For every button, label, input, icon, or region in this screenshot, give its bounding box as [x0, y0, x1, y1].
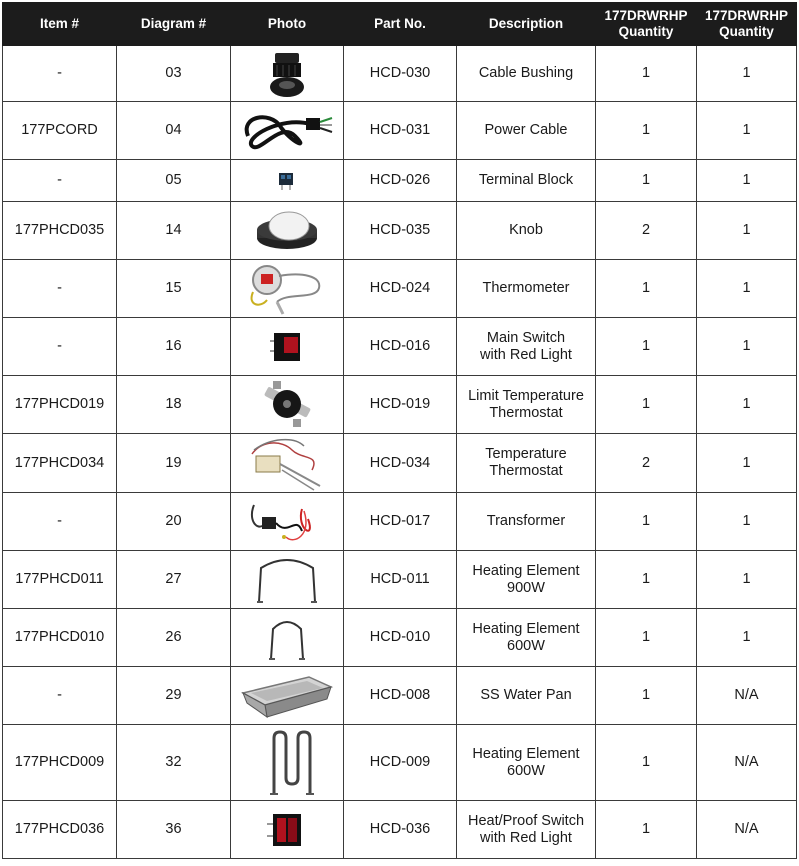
- table-row: [3, 801, 797, 859]
- header-part-no: Part No.: [344, 3, 457, 46]
- quantity-b-cell: 1: [697, 434, 797, 493]
- description-line: Power Cable: [484, 122, 568, 138]
- quantity-b-cell: 1: [697, 260, 797, 318]
- diagram-cell: 36: [117, 801, 231, 859]
- photo-cell: [231, 434, 344, 493]
- header-item: Item #: [3, 3, 117, 46]
- description-cell: [457, 202, 596, 260]
- description-line: with Red Light: [480, 346, 572, 363]
- description-line: Heating Element: [472, 620, 580, 637]
- item-cell: 177PHCD035: [3, 202, 117, 260]
- part-no-cell: HCD-009: [344, 725, 457, 801]
- item-cell: -: [3, 260, 117, 318]
- quantity-b-cell: 1: [697, 376, 797, 434]
- description-line: Limit Temperature: [468, 387, 584, 404]
- description-line: Temperature: [485, 446, 567, 462]
- diagram-cell: 03: [117, 46, 231, 102]
- header-quantity-b-label: Quantity: [719, 24, 774, 39]
- description-line: Cable Bushing: [478, 65, 574, 81]
- photo-cell: [231, 202, 344, 260]
- part-no-cell: HCD-010: [344, 609, 457, 667]
- description-cell: [457, 260, 596, 318]
- header-quantity-a-label: Quantity: [618, 24, 674, 39]
- diagram-cell: 04: [117, 102, 231, 160]
- quantity-a-cell: 1: [596, 46, 697, 102]
- photo-cell: [231, 609, 344, 667]
- quantity-a-cell: 1: [596, 801, 697, 859]
- quantity-a-cell: 1: [596, 609, 697, 667]
- photo-cell: [231, 46, 344, 102]
- photo-cell: [231, 725, 344, 801]
- photo-cell: [231, 801, 344, 859]
- photo-cell: [231, 160, 344, 202]
- item-cell: -: [3, 160, 117, 202]
- quantity-a-cell: 1: [596, 667, 697, 725]
- description-cell: [457, 46, 596, 102]
- power-cable-photo: [235, 106, 339, 156]
- photo-cell: [231, 551, 344, 609]
- description-line: 600W: [507, 637, 545, 654]
- part-no-cell: HCD-030: [344, 46, 457, 102]
- quantity-a-cell: 1: [596, 493, 697, 551]
- item-cell: 177PCORD: [3, 102, 117, 160]
- item-cell: -: [3, 318, 117, 376]
- transformer-photo: [235, 495, 339, 549]
- part-no-cell: HCD-011: [344, 551, 457, 609]
- table-row: [3, 260, 797, 318]
- quantity-b-cell: 1: [697, 102, 797, 160]
- photo-cell: [231, 102, 344, 160]
- table-row: [3, 609, 797, 667]
- description-cell: [457, 160, 596, 202]
- limit-thermostat-photo: [235, 379, 339, 431]
- quantity-b-cell: 1: [697, 493, 797, 551]
- description-line: Heating Element: [472, 562, 580, 579]
- description-line: Knob: [509, 222, 543, 238]
- header-quantity-a: [596, 3, 697, 46]
- item-cell: 177PHCD034: [3, 434, 117, 493]
- description-line: Transformer: [486, 513, 566, 529]
- table-row: [3, 551, 797, 609]
- diagram-cell: 16: [117, 318, 231, 376]
- heating-element-600w-photo: [235, 613, 339, 663]
- main-switch-photo: [235, 327, 339, 367]
- description-cell: [457, 493, 596, 551]
- quantity-b-cell: 1: [697, 160, 797, 202]
- header-quantity-a-model: 177DRWRHP: [604, 8, 688, 23]
- description-cell: [457, 667, 596, 725]
- part-no-cell: HCD-019: [344, 376, 457, 434]
- part-no-cell: HCD-031: [344, 102, 457, 160]
- diagram-cell: 26: [117, 609, 231, 667]
- quantity-b-cell: 1: [697, 202, 797, 260]
- table-row: [3, 725, 797, 801]
- description-line: SS Water Pan: [480, 687, 572, 703]
- terminal-block-photo: [235, 169, 339, 193]
- quantity-b-cell: 1: [697, 551, 797, 609]
- quantity-a-cell: 1: [596, 260, 697, 318]
- cable-bushing-photo: [235, 49, 339, 99]
- part-no-cell: HCD-036: [344, 801, 457, 859]
- description-line: 900W: [507, 579, 545, 596]
- description-cell: [457, 801, 596, 859]
- knob-photo: [235, 208, 339, 254]
- quantity-a-cell: 1: [596, 318, 697, 376]
- temperature-thermostat-photo: [235, 434, 339, 492]
- table-row: [3, 46, 797, 102]
- table-row: [3, 493, 797, 551]
- diagram-cell: 05: [117, 160, 231, 202]
- description-line: Terminal Block: [478, 172, 574, 188]
- diagram-cell: 15: [117, 260, 231, 318]
- table-row: [3, 318, 797, 376]
- heating-element-900w-photo: [235, 554, 339, 606]
- table-row: [3, 102, 797, 160]
- table-row: [3, 160, 797, 202]
- table-row: [3, 202, 797, 260]
- description-cell: [457, 551, 596, 609]
- header-photo: Photo: [231, 3, 344, 46]
- table-header-row: [3, 3, 797, 46]
- quantity-a-cell: 1: [596, 376, 697, 434]
- part-no-cell: HCD-017: [344, 493, 457, 551]
- description-line: Thermostat: [489, 463, 563, 479]
- item-cell: 177PHCD019: [3, 376, 117, 434]
- description-line: Heat/Proof Switch: [467, 812, 585, 829]
- quantity-a-cell: 1: [596, 102, 697, 160]
- table-row: [3, 434, 797, 493]
- photo-cell: [231, 376, 344, 434]
- description-cell: [457, 434, 596, 493]
- quantity-a-cell: 1: [596, 160, 697, 202]
- quantity-a-cell: 2: [596, 434, 697, 493]
- water-pan-photo: [235, 673, 339, 719]
- part-no-cell: HCD-034: [344, 434, 457, 493]
- diagram-cell: 18: [117, 376, 231, 434]
- quantity-b-cell: N/A: [697, 667, 797, 725]
- table-row: [3, 667, 797, 725]
- quantity-a-cell: 2: [596, 202, 697, 260]
- quantity-b-cell: 1: [697, 318, 797, 376]
- thermometer-photo: [235, 262, 339, 316]
- heating-element-coil-photo: [235, 728, 339, 798]
- photo-cell: [231, 493, 344, 551]
- photo-cell: [231, 318, 344, 376]
- header-quantity-b-model: 177DRWRHP: [704, 8, 789, 23]
- quantity-b-cell: 1: [697, 609, 797, 667]
- part-no-cell: HCD-016: [344, 318, 457, 376]
- item-cell: -: [3, 667, 117, 725]
- photo-cell: [231, 667, 344, 725]
- item-cell: 177PHCD011: [3, 551, 117, 609]
- item-cell: -: [3, 493, 117, 551]
- photo-cell: [231, 260, 344, 318]
- quantity-b-cell: N/A: [697, 725, 797, 801]
- heat-proof-switch-photo: [235, 808, 339, 852]
- description-cell: [457, 609, 596, 667]
- item-cell: 177PHCD009: [3, 725, 117, 801]
- description-line: with Red Light: [480, 829, 572, 846]
- description-line: Thermometer: [482, 280, 570, 296]
- table-row: [3, 376, 797, 434]
- description-line: Main Switch: [486, 329, 566, 346]
- item-cell: 177PHCD010: [3, 609, 117, 667]
- description-line: Thermostat: [489, 404, 563, 421]
- description-cell: [457, 376, 596, 434]
- description-line: 600W: [507, 762, 545, 779]
- diagram-cell: 19: [117, 434, 231, 493]
- description-line: Heating Element: [472, 745, 580, 762]
- part-no-cell: HCD-024: [344, 260, 457, 318]
- quantity-b-cell: N/A: [697, 801, 797, 859]
- parts-table: [2, 2, 797, 859]
- quantity-a-cell: 1: [596, 725, 697, 801]
- header-quantity-b: [697, 3, 797, 46]
- diagram-cell: 29: [117, 667, 231, 725]
- quantity-a-cell: 1: [596, 551, 697, 609]
- header-description: Description: [457, 3, 596, 46]
- description-cell: [457, 725, 596, 801]
- header-diagram: Diagram #: [117, 3, 231, 46]
- quantity-b-cell: 1: [697, 46, 797, 102]
- description-cell: [457, 102, 596, 160]
- part-no-cell: HCD-035: [344, 202, 457, 260]
- diagram-cell: 14: [117, 202, 231, 260]
- item-cell: -: [3, 46, 117, 102]
- diagram-cell: 20: [117, 493, 231, 551]
- part-no-cell: HCD-008: [344, 667, 457, 725]
- description-cell: [457, 318, 596, 376]
- item-cell: 177PHCD036: [3, 801, 117, 859]
- diagram-cell: 27: [117, 551, 231, 609]
- part-no-cell: HCD-026: [344, 160, 457, 202]
- diagram-cell: 32: [117, 725, 231, 801]
